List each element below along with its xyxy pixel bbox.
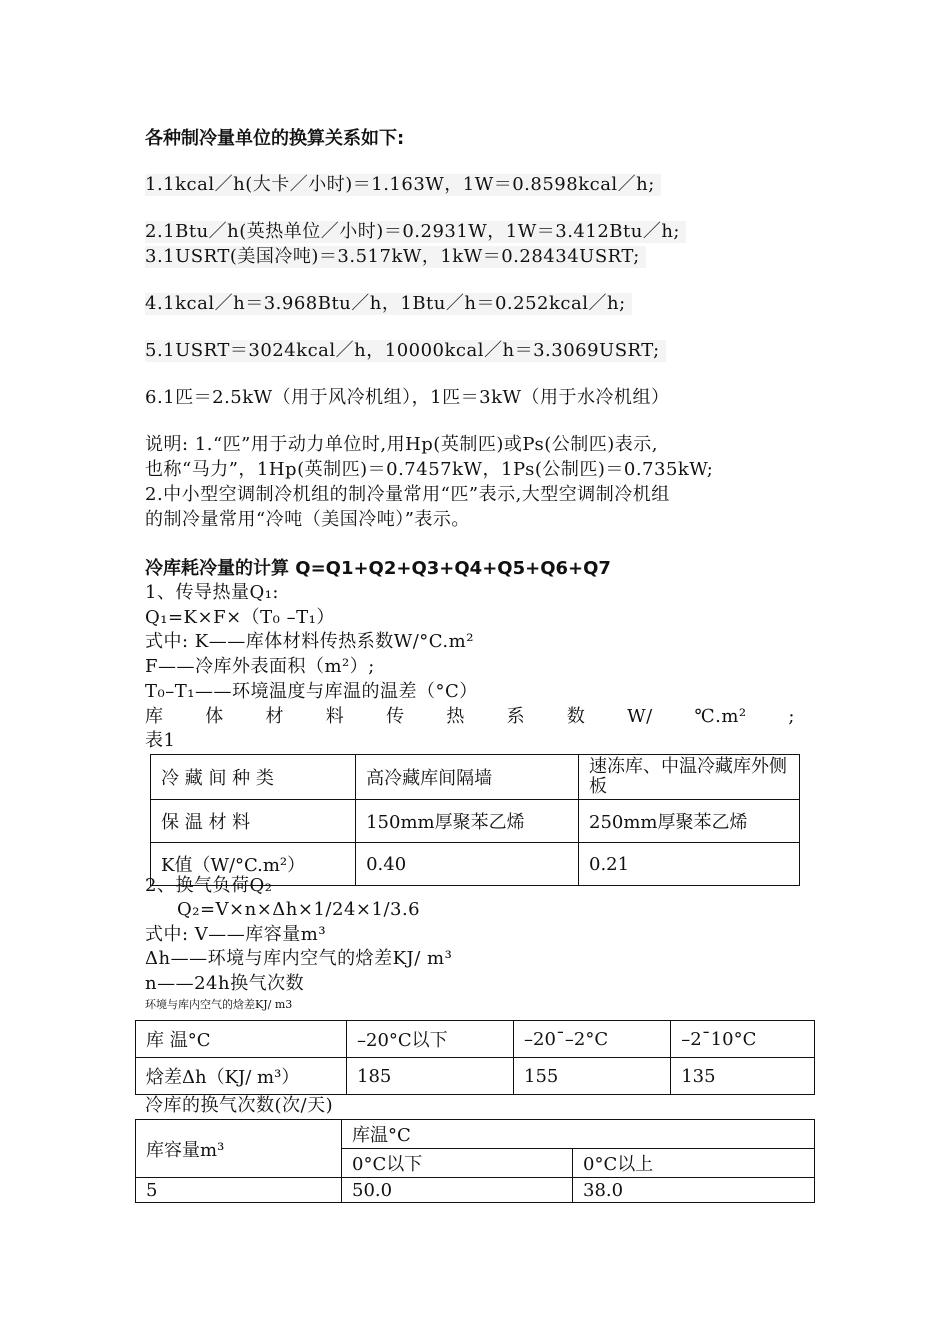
table-header-cell: 库容量m³ bbox=[136, 1120, 342, 1178]
table-cell: 高冷藏库间隔墙 bbox=[356, 755, 579, 800]
table1-caption: 表1 bbox=[145, 730, 176, 751]
table3-caption: 冷库的换气次数(次/天) bbox=[145, 1095, 334, 1116]
spread-word: 热 bbox=[446, 706, 465, 727]
table-row bbox=[151, 755, 800, 800]
section2-formula: Q₂=V×n×Δh×1/24×1/3.6 bbox=[177, 899, 421, 920]
table-cell: 保 温 材 料 bbox=[151, 800, 356, 843]
spread-word: W/ bbox=[627, 706, 653, 727]
table-cell: 150mm厚聚苯乙烯 bbox=[356, 800, 579, 843]
section2-def-v: 式中: V——库容量m³ bbox=[145, 924, 327, 945]
section1-spread-line bbox=[145, 706, 795, 728]
table-cell: 库 温°C bbox=[136, 1021, 347, 1058]
spread-word: 系 bbox=[506, 706, 526, 727]
table-cell: 135 bbox=[671, 1058, 815, 1095]
section1-def-t: T₀–T₁——环境温度与库温的温差（°C） bbox=[145, 681, 478, 702]
conversion-5: 5.1USRT＝3024kcal／h，10000kcal／h＝3.3069USRT; bbox=[145, 340, 666, 362]
section2-def-h: Δh——环境与库内空气的焓差KJ/ m³ bbox=[145, 948, 453, 969]
note-line-1: 说明: 1.“匹”用于动力单位时,用Hp(英制匹)或Ps(公制匹)表示, bbox=[145, 434, 658, 455]
spread-word: 料 bbox=[325, 706, 345, 727]
section2-title: 2、换气负荷Q₂ bbox=[145, 875, 273, 896]
table-cell: 冷 藏 间 种 类 bbox=[151, 755, 356, 800]
table-cell: 50.0 bbox=[342, 1178, 573, 1203]
table-header-cell: 库温°C bbox=[342, 1120, 815, 1149]
table-cell: 185 bbox=[347, 1058, 514, 1095]
spread-word: 数 bbox=[566, 706, 586, 727]
section1-title: 1、传导热量Q₁: bbox=[145, 582, 279, 603]
calc-heading: 冷库耗冷量的计算 Q=Q1+Q2+Q3+Q4+Q5+Q6+Q7 bbox=[145, 558, 611, 579]
table-k-values bbox=[150, 754, 800, 886]
table-row bbox=[151, 800, 800, 843]
section1-def-f: F——冷库外表面积（m²）; bbox=[145, 656, 375, 677]
conversion-2: 2.1Btu／h(英热单位／小时)＝0.2931W，1W＝3.412Btu／h; bbox=[145, 221, 686, 243]
table-row bbox=[136, 1021, 815, 1058]
table-cell: K值（W/°C.m²） bbox=[151, 843, 356, 886]
table-cell: –20°C以下 bbox=[347, 1021, 514, 1058]
table-header-cell: 0°C以下 bbox=[342, 1149, 573, 1178]
table-cell: 速冻库、中温冷藏库外侧板 bbox=[579, 755, 800, 800]
table-cell: 焓差Δh（KJ/ m³） bbox=[136, 1058, 347, 1095]
table-cell: 5 bbox=[136, 1178, 342, 1203]
main-heading: 各种制冷量单位的换算关系如下: bbox=[145, 128, 405, 149]
note-line-2: 也称“马力”，1Hp(英制匹)＝0.7457kW，1Ps(公制匹)＝0.735kW; bbox=[145, 459, 714, 480]
table-cell: –20¯–2°C bbox=[514, 1021, 671, 1058]
table-cell: 0.40 bbox=[356, 843, 579, 886]
section1-def-k: 式中: K——库体材料传热系数W/°C.m² bbox=[145, 631, 474, 652]
spread-word: 材 bbox=[265, 706, 285, 727]
conversion-1: 1.1kcal／h(大卡／小时)＝1.163W，1W＝0.8598kcal／h; bbox=[145, 174, 661, 196]
section1-formula: Q₁=K×F×（T₀ –T₁） bbox=[145, 607, 335, 628]
spread-word: 体 bbox=[205, 706, 224, 727]
table-row bbox=[136, 1058, 815, 1095]
spread-word: 库 bbox=[145, 706, 164, 727]
table-enthalpy bbox=[135, 1020, 815, 1095]
spread-word: ; bbox=[788, 706, 795, 727]
spread-word: 传 bbox=[386, 706, 405, 727]
conversion-3: 3.1USRT(美国冷吨)＝3.517kW，1kW＝0.28434USRT; bbox=[145, 246, 646, 268]
table-cell: 0.21 bbox=[579, 843, 800, 886]
table-air-changes bbox=[135, 1119, 815, 1203]
section2-def-n: n——24h换气次数 bbox=[145, 973, 305, 994]
table-cell: 250mm厚聚苯乙烯 bbox=[579, 800, 800, 843]
table-header-cell: 0°C以上 bbox=[573, 1149, 815, 1178]
table-cell: –2¯10°C bbox=[671, 1021, 815, 1058]
table-row bbox=[136, 1178, 815, 1203]
table-cell: 38.0 bbox=[573, 1178, 815, 1203]
conversion-6: 6.1匹＝2.5kW（用于风冷机组），1匹＝3kW（用于水冷机组） bbox=[145, 387, 670, 408]
note-line-3: 2.中小型空调制冷机组的制冷量常用“匹”表示,大型空调制冷机组 bbox=[145, 484, 670, 505]
note-line-4: 的制冷量常用“冷吨（美国冷吨）”表示。 bbox=[145, 509, 470, 530]
table-row bbox=[136, 1120, 815, 1149]
table2-caption: 环境与库内空气的焓差KJ/ m3 bbox=[145, 998, 293, 1011]
spread-word: ℃.m² bbox=[694, 706, 747, 727]
table-cell: 155 bbox=[514, 1058, 671, 1095]
conversion-4: 4.1kcal／h＝3.968Btu／h，1Btu／h＝0.252kcal／h; bbox=[145, 293, 632, 315]
